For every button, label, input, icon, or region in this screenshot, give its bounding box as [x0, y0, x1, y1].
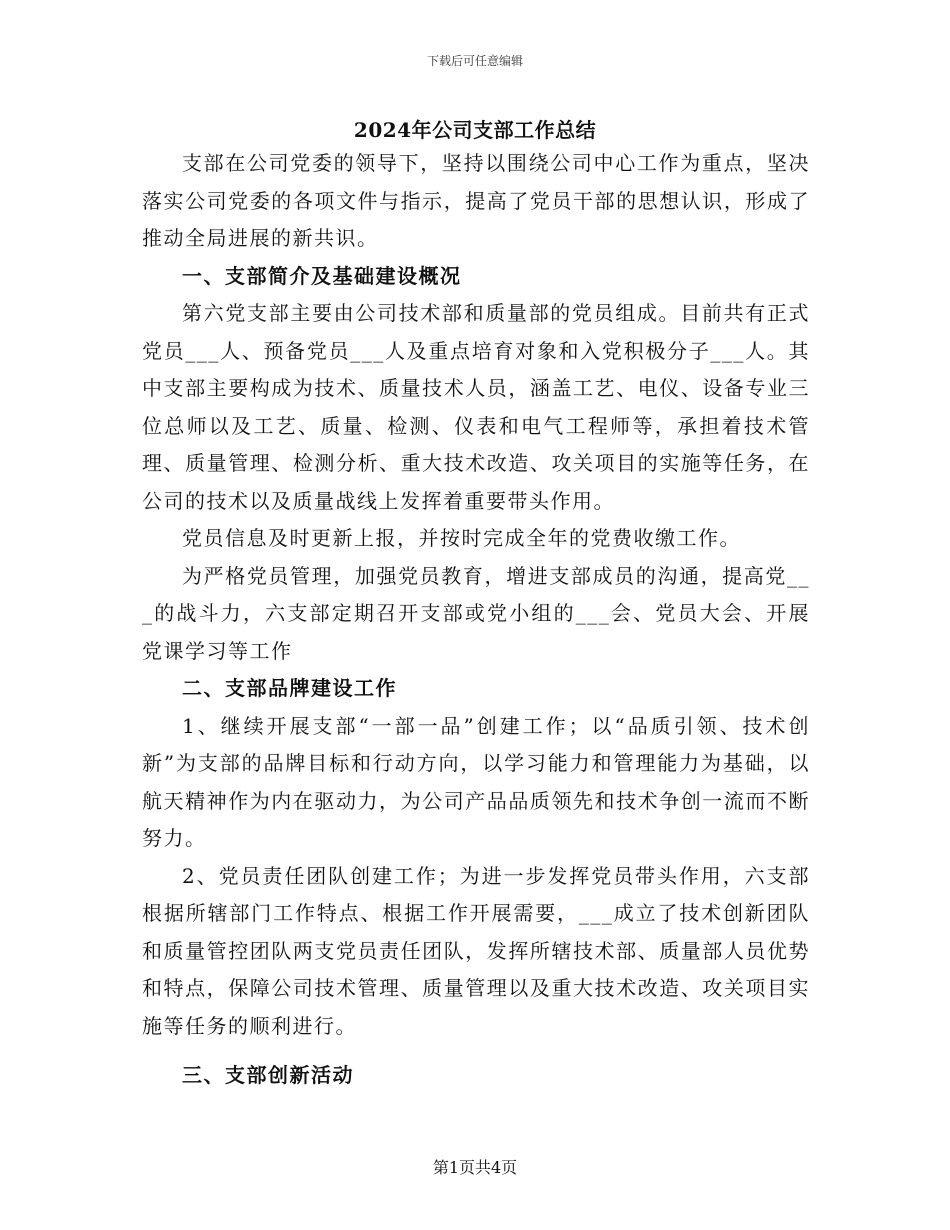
section-3-heading: 三、支部创新活动	[182, 1063, 354, 1087]
section-1-paragraph-2: 党员信息及时更新上报，并按时完成全年的党费收缴工作。	[182, 526, 741, 550]
document-title: 2024年公司支部工作总结	[353, 118, 597, 142]
document-body	[142, 145, 810, 1095]
section-2-heading: 二、支部品牌建设工作	[182, 676, 397, 700]
section-2-paragraph-2: 2、党员责任团队创建工作；为进一步发挥党员带头作用，六支部根据所辖部门工作特点、根据工作开展需要，___成立了技术创新团队和质量管控团队两支党员责任团队，发挥所辖技术部、质量部人员优势和特点，保障公司技术管理、质量管理以及重大技术改造、攻关项目实施等任务的顺利进行。	[142, 863, 810, 1038]
page-header-note: 下载后可任意编辑	[426, 54, 523, 68]
section-1-paragraph-1: 第六党支部主要由公司技术部和质量部的党员组成。目前共有正式党员___人、预备党员___人及重点培育对象和入党积极分子___人。其中支部主要构成为技术、质量技术人员，涵盖工艺、电仪、设备专业三位总师以及工艺、质量、检测、仪表和电气工程师等，承担着技术管理、质量管理、检测分析、重大技术改造、攻关项目的实施等任务，在公司的技术以及质量战线上发挥着重要带头作用。	[142, 301, 810, 513]
page-number: 第1页共4页	[432, 1158, 518, 1177]
section-1-paragraph-3: 为严格党员管理，加强党员教育，增进支部成员的沟通，提高党___的战斗力，六支部定期召开支部或党小组的___会、党员大会、开展党课学习等工作	[142, 563, 810, 663]
section-1-heading: 一、支部简介及基础建设概况	[182, 263, 462, 288]
section-2-paragraph-1: 1、继续开展支部“一部一品”创建工作；以“品质引领、技术创新”为支部的品牌目标和行动方向，以学习能力和管理能力为基础，以航天精神作为内在驱动力，为公司产品品质领先和技术争创一流而不断努力。	[142, 713, 810, 850]
intro-paragraph: 支部在公司党委的领导下，坚持以围绕公司中心工作为重点，坚决落实公司党委的各项文件与指示，提高了党员干部的思想认识，形成了推动全局进展的新共识。	[142, 151, 810, 250]
